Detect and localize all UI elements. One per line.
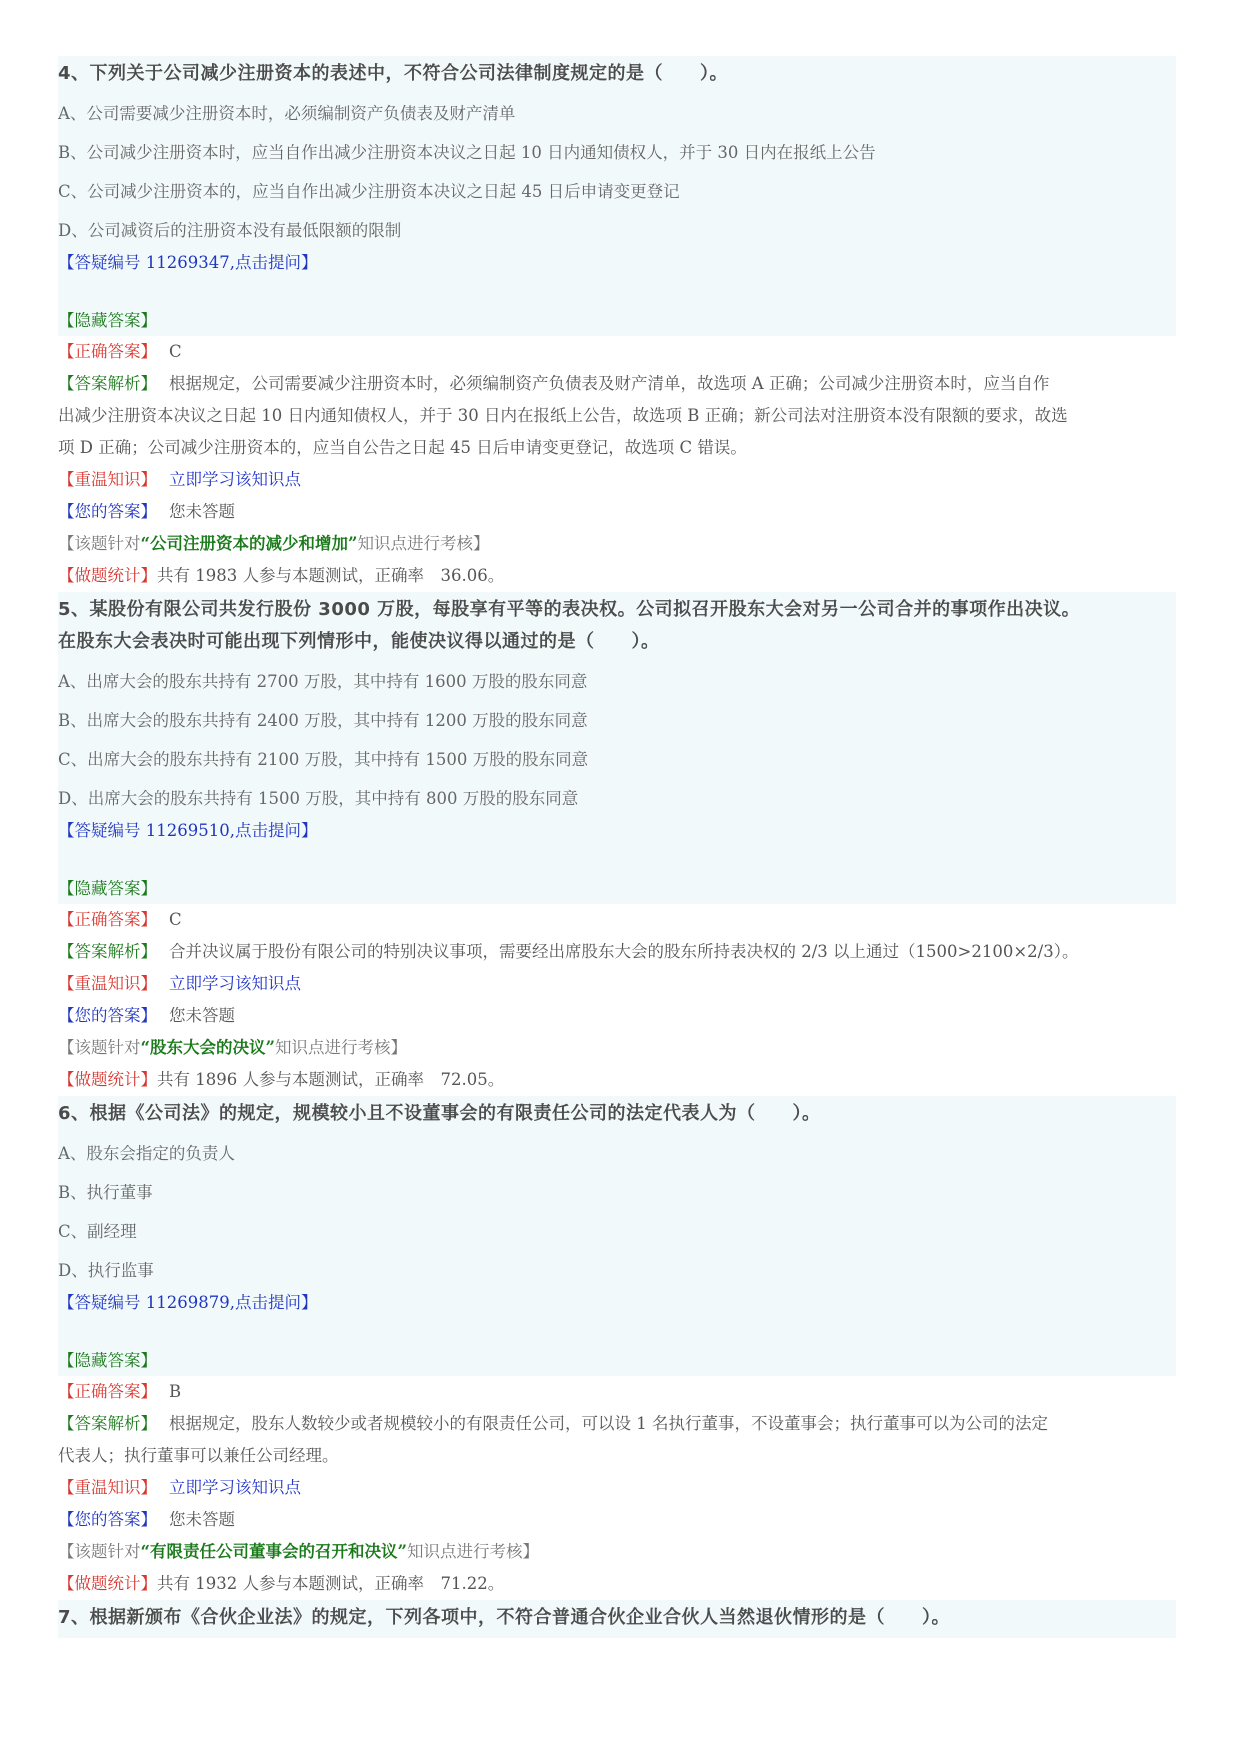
review-row: 【重温知识】 立即学习该知识点 bbox=[58, 470, 301, 489]
hide-answer-button[interactable]: 【隐藏答案】 bbox=[58, 1346, 1176, 1376]
ask-question-link[interactable]: 【答疑编号 11269879,点击提问】 bbox=[58, 1293, 318, 1312]
question-7 bbox=[58, 1600, 1176, 1638]
your-answer-row: 【您的答案】 您未答题 bbox=[58, 1006, 235, 1025]
ask-question-link[interactable]: 【答疑编号 11269510,点击提问】 bbox=[58, 821, 318, 840]
correct-answer-value: C bbox=[169, 910, 182, 929]
stats-row: 【做题统计】共有 1932 人参与本题测试，正确率 71.22。 bbox=[58, 1574, 505, 1593]
question-5 bbox=[58, 592, 1176, 874]
page bbox=[58, 56, 1176, 1638]
knowledge-point: “股东大会的决议” bbox=[140, 1038, 275, 1057]
study-link[interactable]: 立即学习该知识点 bbox=[169, 974, 301, 993]
option-c: C、出席大会的股东共持有 2100 万股，其中持有 1500 万股的股东同意 bbox=[58, 750, 589, 769]
option-c: C、副经理 bbox=[58, 1222, 137, 1241]
review-row: 【重温知识】 立即学习该知识点 bbox=[58, 1478, 301, 1497]
option-d: D、执行监事 bbox=[58, 1261, 154, 1280]
analysis-row: 【答案解析】 合并决议属于股份有限公司的特别决议事项，需要经出席股东大会的股东所持表决权的 2/3 以上通过（1500>2100×2/3）。 bbox=[58, 942, 1079, 961]
question-6 bbox=[58, 1096, 1176, 1346]
analysis-row: 【答案解析】 根据规定，公司需要减少注册资本时，必须编制资产负债表及财产清单，故选项 A 正确；公司减少注册资本时，应当自作 出减少注册资本决议之日起 10 日内通知债权人，并于 30 日内在报纸上公告，故选项 B 正确；新公司法对注册资本没有限额的要求，故选 项 D 正确；公司减少注册资本的，应当自公告之日起 45 日后申请变更登记，故选项 C 错误。 bbox=[58, 374, 1068, 457]
correct-answer-row: 【正确答案】 C bbox=[58, 910, 182, 929]
question-title: 4、下列关于公司减少注册资本的表述中，不符合公司法律制度规定的是（ ）。 bbox=[58, 63, 729, 84]
knowledge-point-row: 【该题针对“股东大会的决议”知识点进行考核】 bbox=[58, 1038, 407, 1057]
hide-answer-button[interactable]: 【隐藏答案】 bbox=[58, 306, 1176, 336]
your-answer-row: 【您的答案】 您未答题 bbox=[58, 502, 235, 521]
option-b: B、出席大会的股东共持有 2400 万股，其中持有 1200 万股的股东同意 bbox=[58, 711, 588, 730]
stats-row: 【做题统计】共有 1983 人参与本题测试，正确率 36.06。 bbox=[58, 566, 505, 585]
correct-answer-row: 【正确答案】 C bbox=[58, 342, 182, 361]
question-title: 5、某股份有限公司共发行股份 3000 万股，每股享有平等的表决权。公司拟召开股东大会对另一公司合并的事项作出决议。 在股东大会表决时可能出现下列情形中，能使决议得以通过的是（ ）。 bbox=[58, 599, 1081, 652]
knowledge-point: “公司注册资本的减少和增加” bbox=[140, 534, 358, 553]
ask-question-link[interactable]: 【答疑编号 11269347,点击提问】 bbox=[58, 253, 318, 272]
question-title: 7、根据新颁布《合伙企业法》的规定，下列各项中，不符合普通合伙企业合伙人当然退伙情形的是（ ）。 bbox=[58, 1607, 951, 1628]
correct-answer-value: C bbox=[169, 342, 182, 361]
option-d: D、出席大会的股东共持有 1500 万股，其中持有 800 万股的股东同意 bbox=[58, 789, 579, 808]
hide-answer-button[interactable]: 【隐藏答案】 bbox=[58, 874, 1176, 904]
correct-answer-value: B bbox=[169, 1382, 182, 1401]
option-d: D、公司减资后的注册资本没有最低限额的限制 bbox=[58, 221, 402, 240]
option-b: B、执行董事 bbox=[58, 1183, 153, 1202]
your-answer-row: 【您的答案】 您未答题 bbox=[58, 1510, 235, 1529]
knowledge-point-row: 【该题针对“公司注册资本的减少和增加”知识点进行考核】 bbox=[58, 534, 490, 553]
analysis-row: 【答案解析】 根据规定，股东人数较少或者规模较小的有限责任公司，可以设 1 名执行董事，不设董事会；执行董事可以为公司的法定 代表人；执行董事可以兼任公司经理。 bbox=[58, 1414, 1048, 1465]
option-a: A、股东会指定的负责人 bbox=[58, 1144, 235, 1163]
correct-answer-row: 【正确答案】 B bbox=[58, 1382, 182, 1401]
question-title: 6、根据《公司法》的规定，规模较小且不设董事会的有限责任公司的法定代表人为（ ）。 bbox=[58, 1103, 821, 1124]
knowledge-point-row: 【该题针对“有限责任公司董事会的召开和决议”知识点进行考核】 bbox=[58, 1542, 539, 1561]
knowledge-point: “有限责任公司董事会的召开和决议” bbox=[140, 1542, 407, 1561]
option-a: A、公司需要减少注册资本时，必须编制资产负债表及财产清单 bbox=[58, 104, 516, 123]
study-link[interactable]: 立即学习该知识点 bbox=[169, 470, 301, 489]
study-link[interactable]: 立即学习该知识点 bbox=[169, 1478, 301, 1497]
stats-row: 【做题统计】共有 1896 人参与本题测试，正确率 72.05。 bbox=[58, 1070, 505, 1089]
option-a: A、出席大会的股东共持有 2700 万股，其中持有 1600 万股的股东同意 bbox=[58, 672, 588, 691]
review-row: 【重温知识】 立即学习该知识点 bbox=[58, 974, 301, 993]
option-c: C、公司减少注册资本的，应当自作出减少注册资本决议之日起 45 日后申请变更登记 bbox=[58, 182, 680, 201]
option-b: B、公司减少注册资本时，应当自作出减少注册资本决议之日起 10 日内通知债权人，并于 30 日内在报纸上公告 bbox=[58, 143, 876, 162]
question-4 bbox=[58, 56, 1176, 306]
